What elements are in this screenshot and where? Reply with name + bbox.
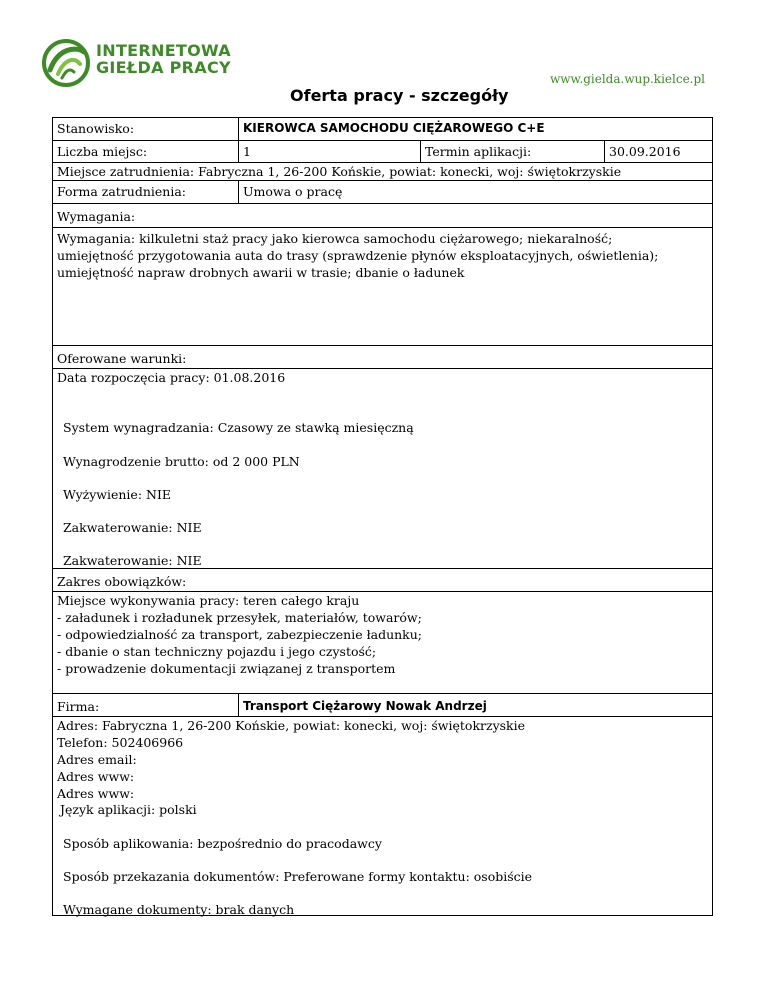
form-value: Umowa o pracę bbox=[243, 184, 343, 199]
company-www: Adres www: bbox=[57, 769, 135, 784]
company-phone: Telefon: 502406966 bbox=[57, 735, 184, 750]
duties-header-row bbox=[52, 568, 713, 592]
duties-line: - odpowiedzialność za transport, zabezpieczenie ładunku; bbox=[57, 627, 423, 642]
position-value: KIEROWCA SAMOCHODU CIĘŻAROWEGO C+E bbox=[243, 121, 545, 135]
position-row bbox=[52, 117, 713, 141]
company-address: Adres: Fabryczna 1, 26-200 Końskie, powiat: konecki, woj: świętokrzyskie bbox=[57, 718, 526, 733]
company-label: Firma: bbox=[53, 694, 239, 716]
duties-line: - dbanie o stan techniczny pojazdu i jego czystość; bbox=[57, 644, 377, 659]
count-value: 1 bbox=[239, 141, 421, 162]
company-email: Adres email: bbox=[57, 752, 137, 767]
site-url[interactable]: www.gielda.wup.kielce.pl bbox=[550, 72, 706, 86]
duties-header: Zakres obowiązków: bbox=[57, 574, 187, 589]
duties-line: - prowadzenie dokumentacji związanej z transportem bbox=[57, 661, 396, 676]
form-row bbox=[52, 180, 713, 204]
company-body bbox=[52, 716, 713, 916]
deadline-value: 30.09.2016 bbox=[609, 144, 681, 159]
requirements-header: Wymagania: bbox=[57, 209, 136, 224]
requirements-line: Wymagania: kilkuletni staż pracy jako kierowca samochodu ciężarowego; niekaralność; bbox=[57, 231, 613, 246]
document-delivery: Sposób przekazania dokumentów: Preferowane formy kontaktu: osobiście bbox=[63, 869, 533, 884]
company-www: Adres www: bbox=[57, 786, 135, 801]
conditions-header-row bbox=[52, 345, 713, 369]
deadline-label: Termin aplikacji: bbox=[421, 141, 605, 162]
count-label: Liczba miejsc: bbox=[53, 141, 239, 162]
logo-icon bbox=[40, 38, 92, 88]
requirements-line: umiejętność napraw drobnych awarii w trasie; dbanie o ładunek bbox=[57, 265, 465, 280]
apply-method: Sposób aplikowania: bezpośrednio do pracodawcy bbox=[63, 836, 382, 851]
location-row bbox=[52, 162, 713, 181]
application-language: Język aplikacji: polski bbox=[60, 802, 197, 817]
required-documents: Wymagane dokumenty: brak danych bbox=[63, 902, 295, 917]
salary-system: System wynagradzania: Czasowy ze stawką miesięczną bbox=[63, 420, 414, 435]
logo-line-1: INTERNETOWA bbox=[96, 41, 231, 60]
requirements-line: umiejętność przygotowania auta do trasy (sprawdzenie płynów eksploatacyjnych, oświetlenia); bbox=[57, 248, 659, 263]
housing: Zakwaterowanie: NIE bbox=[63, 553, 202, 568]
requirements-body bbox=[52, 227, 713, 346]
page-title: Oferta pracy - szczegóły bbox=[290, 86, 509, 105]
requirements-header-row bbox=[52, 203, 713, 228]
position-label: Stanowisko: bbox=[53, 118, 239, 140]
duties-line: - załadunek i rozładunek przesyłek, materiałów, towarów; bbox=[57, 610, 422, 625]
count-row bbox=[52, 140, 713, 163]
company-name: Transport Ciężarowy Nowak Andrzej bbox=[243, 699, 487, 713]
logo-line-2: GIEŁDA PRACY bbox=[96, 58, 231, 77]
location-text: Miejsce zatrudnienia: Fabryczna 1, 26-200 Końskie, powiat: konecki, woj: świętokrzyskie bbox=[57, 164, 622, 179]
form-label: Forma zatrudnienia: bbox=[53, 181, 239, 203]
start-date: Data rozpoczęcia pracy: 01.08.2016 bbox=[57, 370, 286, 385]
food: Wyżywienie: NIE bbox=[63, 487, 172, 502]
conditions-body bbox=[52, 368, 713, 569]
housing: Zakwaterowanie: NIE bbox=[63, 520, 202, 535]
logo bbox=[40, 38, 240, 88]
duties-body bbox=[52, 591, 713, 694]
company-row bbox=[52, 693, 713, 717]
salary: Wynagrodzenie brutto: od 2 000 PLN bbox=[63, 454, 300, 469]
conditions-header: Oferowane warunki: bbox=[57, 351, 187, 366]
duties-line: Miejsce wykonywania pracy: teren całego kraju bbox=[57, 593, 360, 608]
